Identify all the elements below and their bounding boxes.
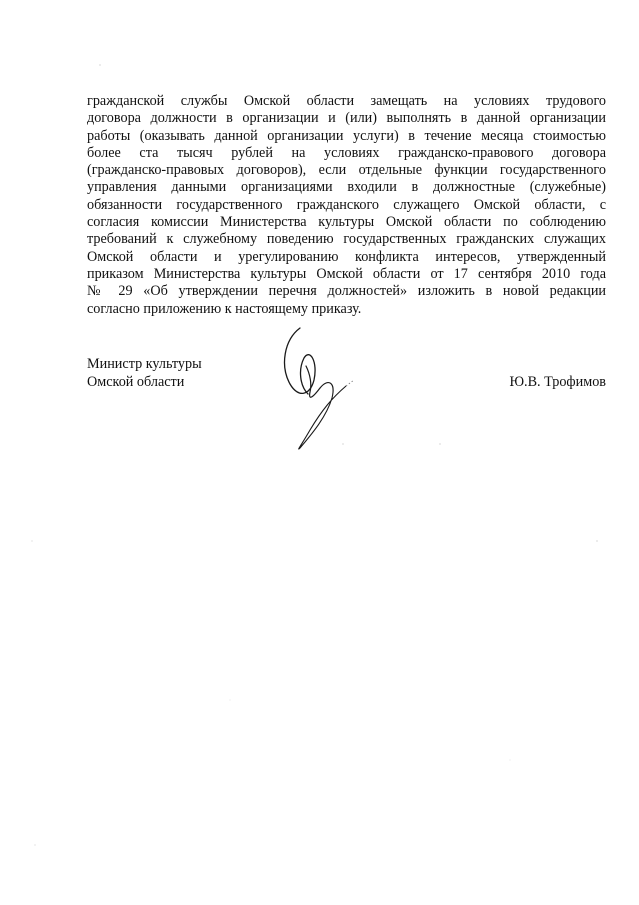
paragraph-line: Омской области и урегулированию конфликта интересов, утвержденный — [87, 248, 606, 265]
signer-name: Ю.В. Трофимов — [509, 374, 606, 390]
signer-title — [87, 355, 202, 391]
body-paragraph — [87, 93, 606, 318]
paragraph-line: № 29 «Об утверждении перечня должностей» изложить в новой редакции — [87, 283, 606, 300]
paragraph-line: требований к служебному поведению государственных гражданских служащих — [87, 231, 606, 248]
signer-title-line: Министр культуры — [87, 356, 202, 372]
paragraph-line: договора должности в организации и (или) выполнять в данной организации — [87, 110, 606, 127]
signer-title-line: Омской области — [87, 374, 185, 390]
paragraph-line: (гражданско-правовых договоров), если отдельные функции государственного — [87, 162, 606, 179]
paragraph-line: работы (оказывать данной организации услуги) в течение месяца стоимостью — [87, 127, 606, 144]
paragraph-line: приказом Министерства культуры Омской области от 17 сентября 2010 года — [87, 265, 606, 282]
paragraph-line: согласно приложению к настоящему приказу. — [87, 300, 362, 317]
paragraph-line: гражданской службы Омской области замещать на условиях трудового — [87, 93, 606, 109]
paragraph-line: более ста тысяч рублей на условиях гражданско-правового договора — [87, 144, 606, 161]
paragraph-line: согласия комиссии Министерства культуры Омской области по соблюдению — [87, 214, 606, 231]
handwritten-signature — [270, 318, 360, 453]
paragraph-line: управления данными организациями входили в должностные (служебные) — [87, 179, 606, 196]
paragraph-line: обязанности государственного гражданского служащего Омской области, с — [87, 196, 606, 213]
